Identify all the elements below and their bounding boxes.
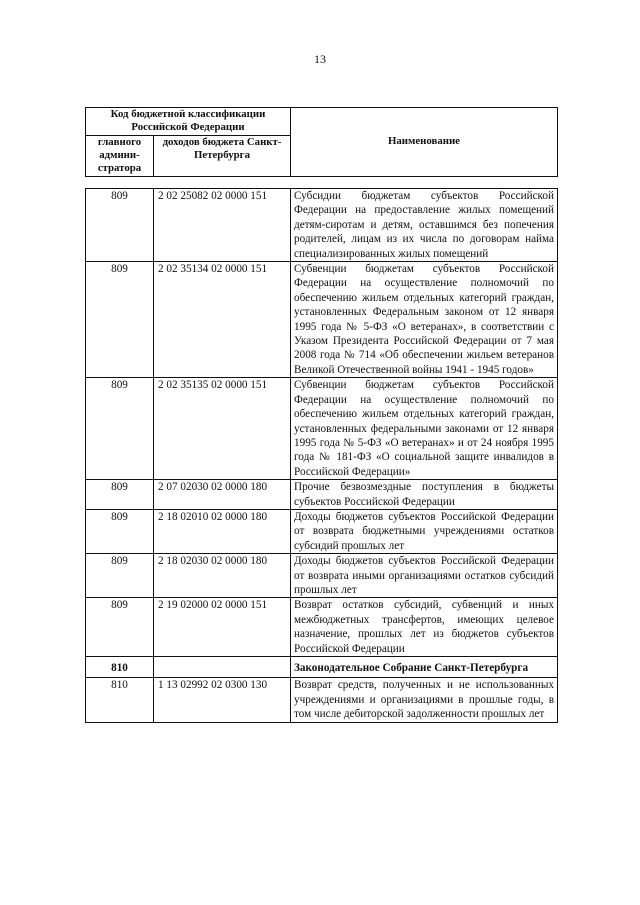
table-row xyxy=(86,509,558,553)
table-row xyxy=(86,678,558,722)
header-income: доходов бюджета Санкт-Петербурга xyxy=(154,136,291,177)
section-title: Законодательное Собрание Санкт-Петербурга xyxy=(291,657,558,678)
row-name: Субсидии бюджетам субъектов Российской Федерации на предоставление жилых помещений детям-сиротам и детям, оставшимся без попечения родителей, лицам из их числа по договорам найма специализированных жилых помещений xyxy=(291,189,558,262)
kbk-code: 2 02 25082 02 0000 151 xyxy=(154,189,291,262)
classification-table xyxy=(85,188,558,723)
kbk-code: 2 02 35134 02 0000 151 xyxy=(154,262,291,378)
header-group-title: Код бюджетной классификации Российской Федерации xyxy=(86,108,291,136)
table-row xyxy=(86,189,558,262)
admin-code: 809 xyxy=(86,554,154,598)
admin-code: 810 xyxy=(86,657,154,678)
kbk-code xyxy=(154,657,291,678)
admin-code: 809 xyxy=(86,378,154,480)
admin-code: 809 xyxy=(86,480,154,510)
kbk-code: 2 02 35135 02 0000 151 xyxy=(154,378,291,480)
table-row xyxy=(86,378,558,480)
row-name: Прочие безвозмездные поступления в бюджеты субъектов Российской Федерации xyxy=(291,480,558,510)
header-name: Наименование xyxy=(291,108,558,177)
row-name: Возврат остатков субсидий, субвенций и иных межбюджетных трансфертов, имеющих целевое назначение, прошлых лет из бюджетов субъектов Российской Федерации xyxy=(291,598,558,657)
kbk-code: 2 19 02000 02 0000 151 xyxy=(154,598,291,657)
row-name: Доходы бюджетов субъектов Российской Федерации от возврата иными организациями остатков субсидий прошлых лет xyxy=(291,554,558,598)
row-name: Возврат средств, полученных и не использованных учреждениями и организациями в прошлые годы, в том числе дебиторской задолженности прошлых лет xyxy=(291,678,558,722)
kbk-code: 2 07 02030 02 0000 180 xyxy=(154,480,291,510)
admin-code: 810 xyxy=(86,678,154,722)
table-row xyxy=(86,554,558,598)
page-number: 13 xyxy=(314,52,326,66)
table-row xyxy=(86,480,558,510)
header-table xyxy=(85,107,558,177)
admin-code: 809 xyxy=(86,598,154,657)
admin-code: 809 xyxy=(86,509,154,553)
kbk-code: 2 18 02010 02 0000 180 xyxy=(154,509,291,553)
table-row xyxy=(86,598,558,657)
kbk-code: 1 13 02992 02 0300 130 xyxy=(154,678,291,722)
kbk-code: 2 18 02030 02 0000 180 xyxy=(154,554,291,598)
row-name: Доходы бюджетов субъектов Российской Федерации от возврата бюджетными учреждениями остатков субсидий прошлых лет xyxy=(291,509,558,553)
row-name: Субвенции бюджетам субъектов Российской Федерации на осуществление полномочий по обеспечению жильем отдельных категорий граждан, установленных федеральными законами от 12 января 1995 года № 5-ФЗ «О ветеранах» и от 24 ноября 1995 года № 181-ФЗ «О социальной защите инвалидов в Российской Федерации» xyxy=(291,378,558,480)
row-name: Субвенции бюджетам субъектов Российской Федерации на осуществление полномочий по обеспечению жильем отдельных категорий граждан, установленных Федеральным законом от 12 января 1995 года № 5-ФЗ «О ветеранах», в соответствии с Указом Президента Российской Федерации от 7 мая 2008 года № 714 «Об обеспечении жильем ветеранов Великой Отечественной войны 1941 - 1945 годов» xyxy=(291,262,558,378)
admin-code: 809 xyxy=(86,189,154,262)
table-row xyxy=(86,262,558,378)
admin-code: 809 xyxy=(86,262,154,378)
header-admin: главного админи-стратора xyxy=(86,136,154,177)
section-row xyxy=(86,657,558,678)
